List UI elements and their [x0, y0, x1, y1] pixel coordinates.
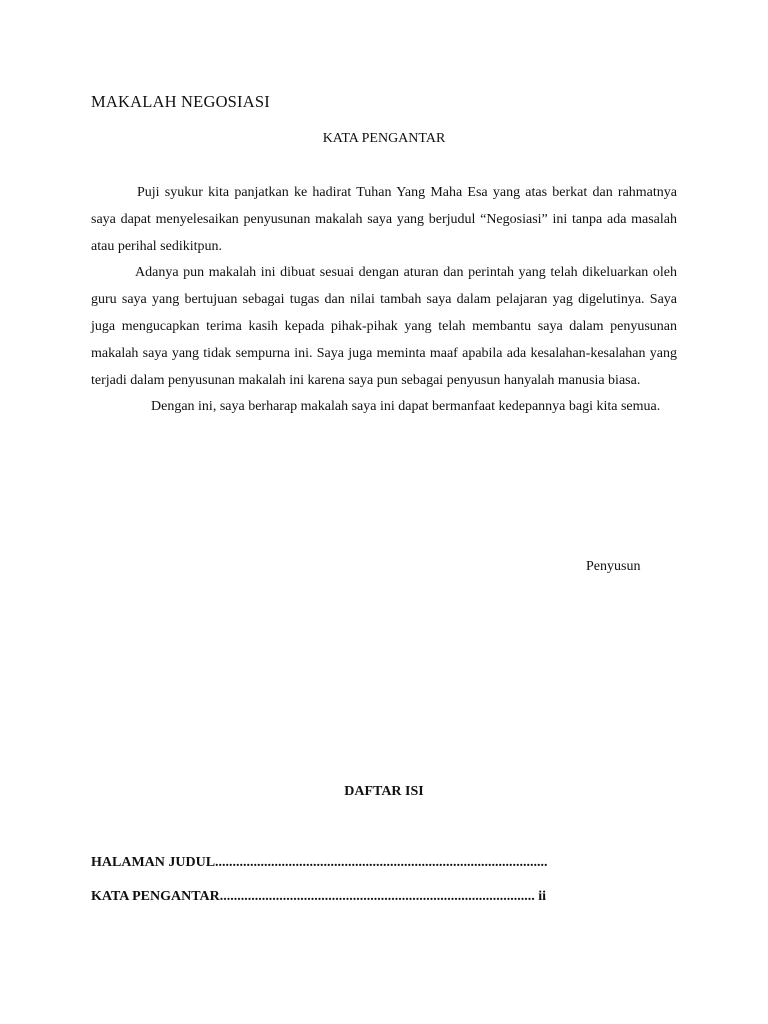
paragraph-3: Dengan ini, saya berharap makalah saya ini dapat bermanfaat kedepannya bagi kita semua.: [151, 399, 661, 415]
toc-entry-halaman-judul: HALAMAN JUDUL...............................................................................................: [91, 855, 548, 870]
kata-pengantar-body: [91, 180, 677, 421]
toc-entry-kata-pengantar: KATA PENGANTAR.......................................................................................... ii: [91, 889, 547, 904]
signature-label: Penyusun: [586, 559, 641, 574]
daftar-isi-heading: DAFTAR ISI: [344, 784, 424, 799]
paragraph-2: Adanya pun makalah ini dibuat sesuai dengan aturan dan perintah yang telah dikeluarkan oleh guru saya yang bertujuan sebagai tugas dan nilai tambah saya dalam pelajaran yag digelutinya. Saya juga mengucapkan terima kasih kepada pihak-pihak yang telah membantu saya dalam penyusunan makalah saya yang tidak sempurna ini. Saya juga meminta maaf apabila ada kesalahan-kesalahan yang terjadi dalam penyusunan makalah ini karena saya pun sebagai penyusun hanyalah manusia biasa.: [91, 265, 677, 388]
kata-pengantar-heading: KATA PENGANTAR: [322, 131, 446, 146]
document-title: MAKALAH NEGOSIASI: [91, 92, 270, 111]
paragraph-1: Puji syukur kita panjatkan ke hadirat Tuhan Yang Maha Esa yang atas berkat dan rahmatnya saya dapat menyelesaikan penyusunan makalah saya yang berjudul “Negosiasi” ini tanpa ada masalah atau perihal sedikitpun.: [91, 185, 677, 254]
